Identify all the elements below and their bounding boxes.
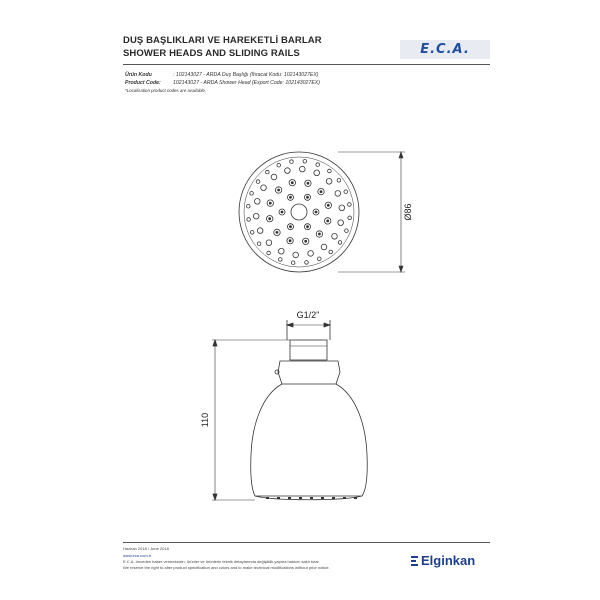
shower-head-side-view: [212, 320, 367, 500]
nozzle: [339, 205, 345, 211]
nozzle-dot: [290, 196, 292, 198]
diameter-dimension: [338, 152, 405, 272]
nozzle: [271, 174, 277, 180]
product-code-tr-label: Ürün Kodu: [125, 72, 152, 78]
footer-divider: [123, 542, 490, 543]
nozzle-dot: [290, 226, 292, 228]
side-nozzle: [277, 497, 280, 499]
nozzle-dot: [305, 240, 307, 242]
outer-rim: [239, 152, 359, 272]
nozzle-dot: [327, 204, 329, 206]
height-label: 110: [200, 412, 210, 428]
nozzle: [338, 220, 344, 226]
localisation-note: *Localisation product codes are available.: [125, 88, 207, 93]
elginkan-mark-icon: [411, 556, 418, 566]
nozzle: [326, 179, 332, 185]
nozzle: [247, 218, 251, 222]
product-code-en-value: 102143027 - ARDA Shower Head (Export Code: 102143027EX): [173, 80, 320, 86]
nozzle: [253, 213, 259, 219]
elginkan-logo: [411, 553, 475, 568]
title-english: SHOWER HEADS AND SLIDING RAILS: [123, 48, 300, 59]
nozzle: [250, 192, 254, 196]
swivel-ball: [278, 361, 340, 384]
nozzle-dot: [269, 202, 271, 204]
connector-nut: [290, 340, 327, 360]
center-hole: [291, 204, 307, 220]
nozzle: [247, 204, 251, 208]
footer-note-tr: E.C.A. önceden haber vermeksizin, ürünler ve ürünlerin teknik detaylarında değişiklik yapma hakkını saklı tutar.: [123, 559, 320, 564]
nozzle-dot: [318, 233, 320, 235]
nozzle: [290, 160, 294, 164]
nozzle: [305, 261, 309, 265]
nozzle: [328, 169, 332, 173]
nozzle: [345, 229, 349, 233]
footer-date: Haziran 2018 / June 2018: [123, 546, 169, 551]
nozzle-dot: [281, 211, 283, 213]
side-nozzle: [343, 497, 346, 499]
title-turkish: DUŞ BAŞLIKLARI VE HAREKETLİ BARLAR: [123, 35, 322, 46]
nozzle-dot: [276, 231, 278, 233]
side-nozzle: [354, 497, 357, 499]
nozzle-dot: [291, 182, 293, 184]
inner-rim: [244, 157, 354, 267]
nozzle-dot: [320, 191, 322, 193]
nozzle: [266, 240, 272, 246]
nozzle-dot: [315, 211, 317, 213]
nozzle: [303, 160, 307, 164]
side-nozzle: [266, 497, 269, 499]
nozzle: [257, 242, 261, 246]
footer-website[interactable]: www.eca.com.tr: [123, 553, 152, 558]
side-nozzles: [266, 497, 357, 499]
side-nozzle: [321, 497, 324, 499]
head-body: [251, 384, 368, 496]
nozzle: [335, 191, 341, 197]
nozzle: [308, 251, 314, 257]
diameter-label: Ø86: [403, 203, 413, 221]
side-nozzle: [310, 497, 313, 499]
nozzle: [344, 190, 348, 194]
elginkan-brand: Elginkan: [421, 553, 476, 568]
nozzle: [261, 185, 267, 191]
nozzle-pattern: [247, 160, 352, 265]
nozzle-dot: [269, 218, 271, 220]
nozzle: [279, 258, 283, 262]
nozzle: [254, 199, 260, 205]
nozzle: [329, 250, 333, 254]
nozzle-dot: [327, 220, 329, 222]
nozzle: [266, 170, 270, 174]
nozzle-dot: [307, 196, 309, 198]
nozzle-dot: [278, 189, 280, 191]
side-nozzle: [299, 497, 302, 499]
footer-note-en: We reserve the right to alter product specification and colors and to make technical modifications without prior notice.: [123, 565, 330, 570]
eca-logo-text: E.C.A.: [420, 42, 470, 57]
side-nozzle: [332, 497, 335, 499]
nozzle: [256, 180, 260, 184]
nozzle: [318, 257, 322, 261]
nozzle: [348, 216, 352, 220]
nozzle: [250, 231, 254, 235]
nozzle: [285, 168, 291, 174]
nozzle: [316, 163, 320, 167]
product-code-tr-value: : 102143027 - ARDA Duş Başlığı (İhracat Kodu: 102143027EX): [173, 72, 319, 78]
nozzle: [293, 252, 299, 258]
shower-head-top-view: [239, 152, 359, 272]
nozzle-dot: [289, 240, 291, 242]
nozzle: [267, 251, 271, 255]
thread-label: G1/2": [296, 310, 320, 320]
nozzle-dot: [307, 182, 309, 184]
nozzle: [337, 179, 341, 183]
nozzle: [257, 228, 263, 234]
side-nozzle: [288, 497, 291, 499]
nozzle: [332, 234, 338, 240]
nozzle: [300, 166, 306, 172]
nozzle: [277, 163, 281, 167]
nozzle: [291, 261, 295, 265]
product-code-en-label: Product Code:: [125, 80, 161, 86]
nozzle: [321, 244, 327, 250]
nozzle: [338, 241, 342, 245]
nozzle: [314, 170, 320, 176]
nozzle: [279, 248, 285, 254]
nozzle-dot: [307, 226, 309, 228]
nozzle: [348, 203, 352, 207]
